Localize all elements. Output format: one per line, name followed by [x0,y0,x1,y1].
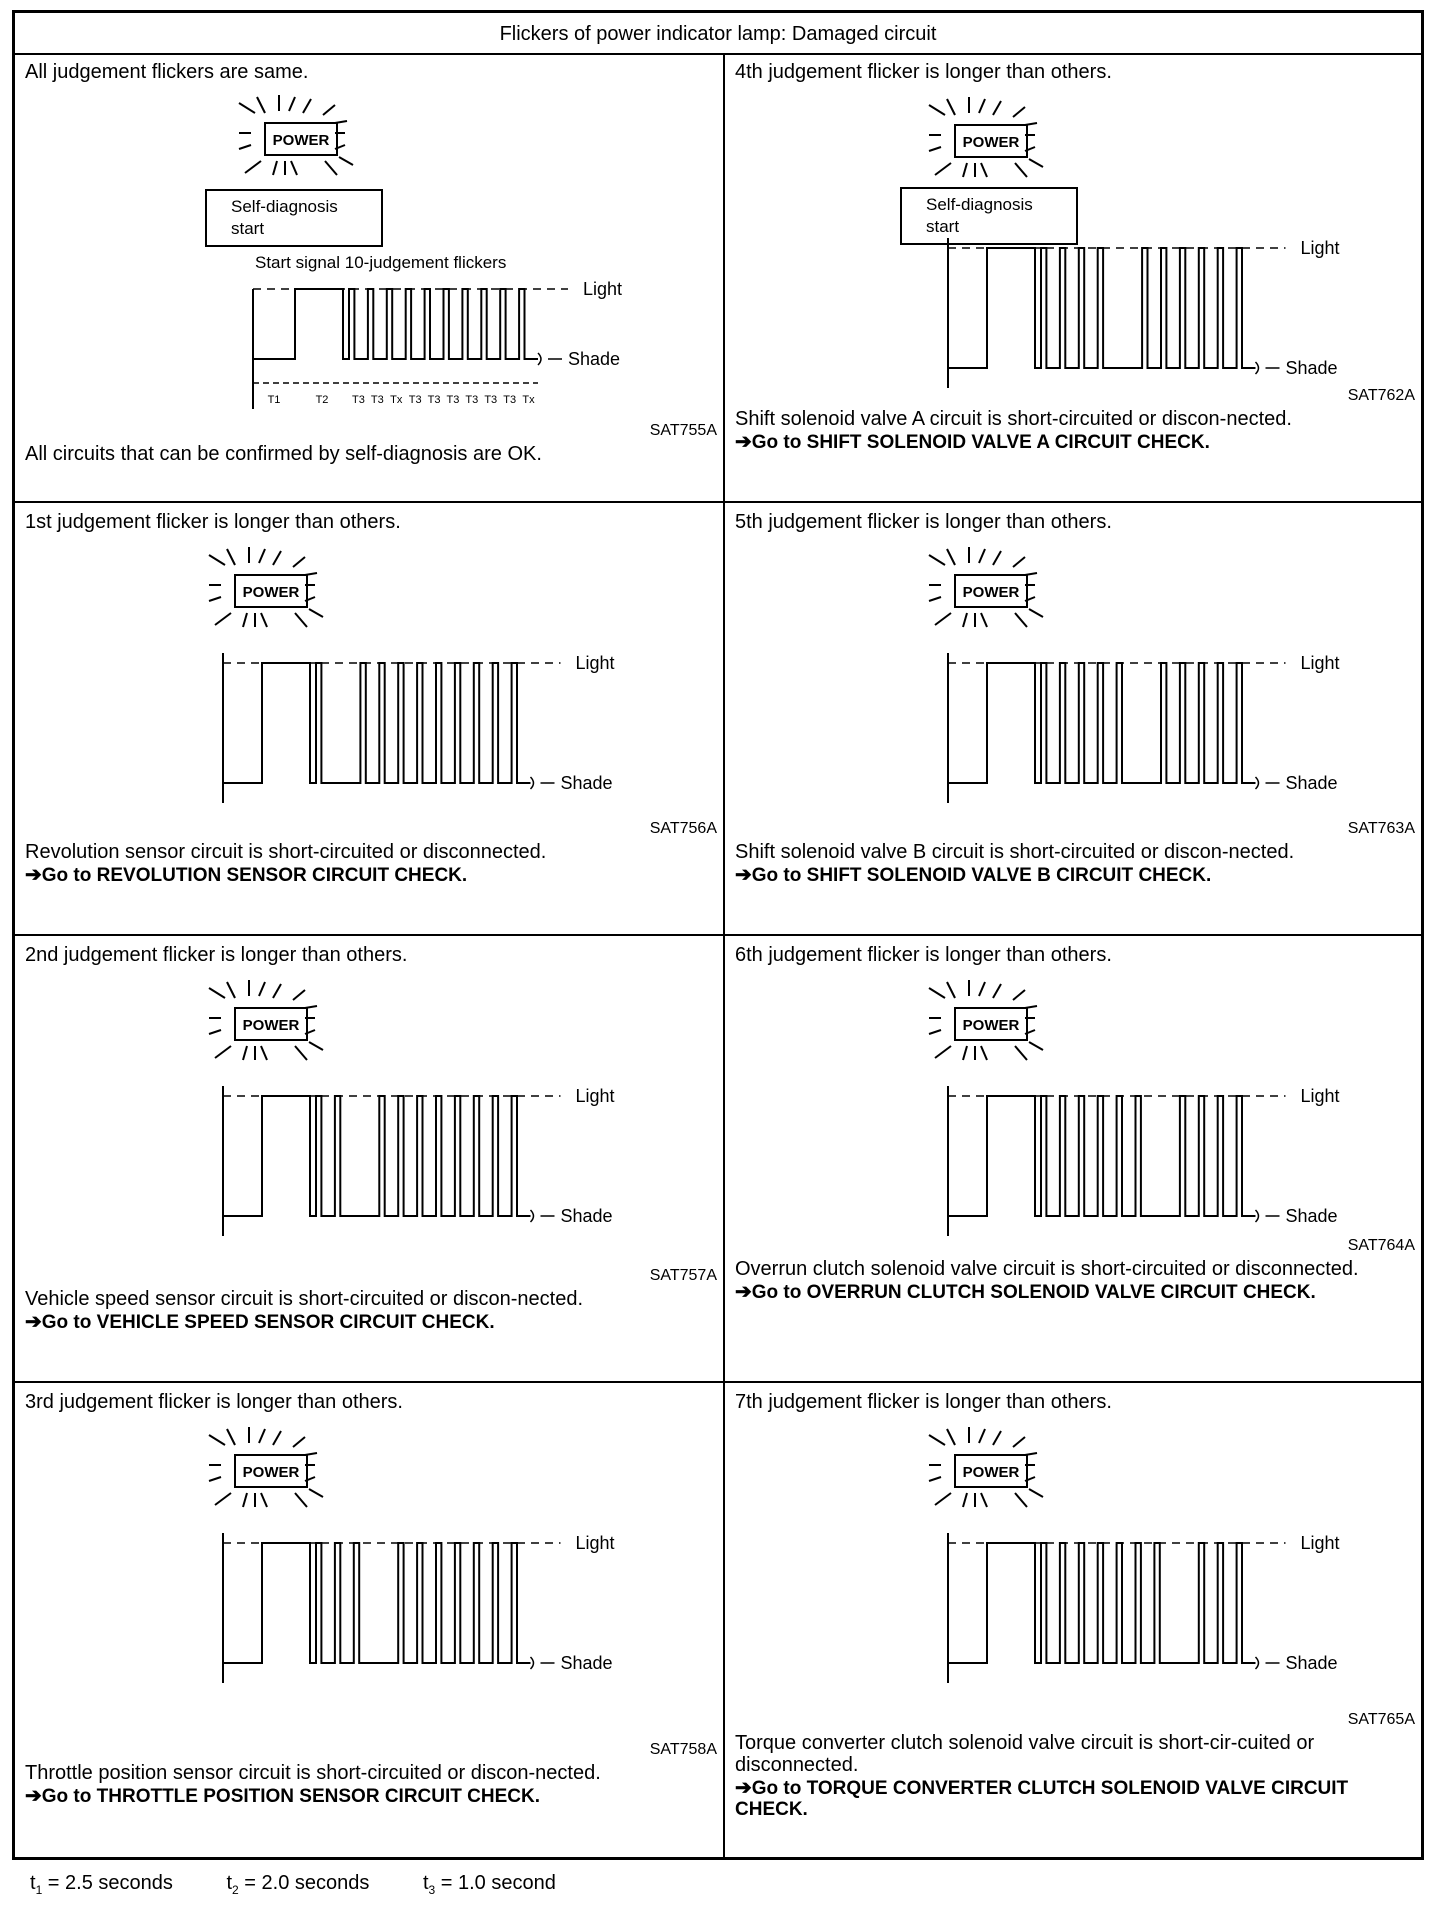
timing-label: T3 [446,394,460,406]
arrow-right-icon: ➔ [735,864,752,886]
light-label: Light [1300,238,1340,258]
lamp-label: POWER [272,132,330,149]
power-lamp-icon [195,1425,345,1515]
lamp-label: POWER [962,584,1020,601]
shade-brace [1256,1657,1280,1669]
case-heading: All judgement flickers are same. [25,61,309,83]
action-link[interactable] [25,865,715,886]
action-text: Go to SHIFT SOLENOID VALVE B CIRCUIT CHECK. [751,865,1212,886]
case-heading: 4th judgement flicker is longer than others. [735,61,1112,83]
power-lamp-icon [915,1425,1065,1515]
flicker-signal [223,1543,531,1663]
arrow-right-icon: ➔ [25,1311,42,1333]
figure-code: SAT755A [649,422,717,439]
case-heading: 3rd judgement flicker is longer than others. [25,1391,403,1413]
timing-label: T1 [267,394,281,406]
action-text: Go to OVERRUN CLUTCH SOLENOID VALVE CIRCUIT CHECK. [751,1282,1316,1303]
shade-label: Shade [1285,1653,1338,1673]
power-lamp-icon [225,93,375,183]
power-lamp-icon [195,978,345,1068]
figure-code: SAT763A [1347,820,1415,837]
flicker-signal [223,663,531,783]
timing-label: T3 [370,394,384,406]
shade-brace [538,353,562,365]
shade-brace [531,1210,555,1222]
action-link[interactable] [25,1312,715,1333]
lamp-label: POWER [962,134,1020,151]
shade-label: Shade [1285,1206,1338,1226]
case-description [25,1288,715,1333]
power-lamp-icon [915,545,1065,635]
shade-brace [1256,777,1280,789]
flicker-waveform [215,1533,655,1683]
timing-label: T3 [408,394,422,406]
light-label: Light [575,1533,615,1553]
figure-code: SAT757A [649,1267,717,1284]
figure-code: SAT762A [1347,387,1415,404]
power-lamp-icon [915,978,1065,1068]
self-diag-line2: start [231,219,265,238]
action-text: Go to VEHICLE SPEED SENSOR CIRCUIT CHECK. [41,1312,495,1333]
self-diag-line1: Self-diagnosis [926,195,1033,214]
timing-label: T3 [352,394,365,406]
legend-t3: $t_3 = 1.0$ second [422,1872,556,1897]
flicker-waveform [940,1533,1380,1683]
lamp-label: POWER [242,584,300,601]
self-diagnosis-start-box [900,187,1078,245]
shade-brace [1256,362,1280,374]
flicker-case-cell [725,936,1421,1383]
shade-brace [531,777,555,789]
lamp-label: POWER [242,1464,300,1481]
timing-label: Tx [522,394,535,406]
light-label: Light [1300,1533,1340,1553]
figure-code: SAT765A [1347,1711,1415,1728]
description-text: Vehicle speed sensor circuit is short-circuited or discon-nected. [25,1288,584,1310]
description-text: Revolution sensor circuit is short-circuited or disconnected. [25,841,547,863]
shade-brace [531,1657,555,1669]
legend-t1: $t_1 = 2.5$ seconds [30,1872,173,1897]
case-description [735,1732,1413,1820]
case-heading: 1st judgement flicker is longer than others. [25,511,401,533]
lamp-label: POWER [962,1017,1020,1034]
figure-code: SAT756A [649,820,717,837]
case-heading: 6th judgement flicker is longer than others. [735,944,1112,966]
lamp-label: POWER [242,1017,300,1034]
flicker-signal [223,1096,531,1216]
description-text: All circuits that can be confirmed by self-diagnosis are OK. [25,443,542,465]
timing-label: T3 [427,394,441,406]
case-description [25,443,715,465]
timing-label: T3 [465,394,479,406]
flicker-waveform [215,1086,655,1236]
flicker-waveform [940,238,1380,388]
timing-label: T2 [315,394,329,406]
flicker-signal [948,663,1256,783]
light-label: Light [583,279,623,299]
lamp-label: POWER [962,1464,1020,1481]
table-title: Flickers of power indicator lamp: Damaged circuit [15,13,1421,55]
case-description [735,841,1413,886]
action-text: Go to REVOLUTION SENSOR CIRCUIT CHECK. [41,865,468,886]
flicker-signal [948,1096,1256,1216]
flicker-case-cell [15,936,725,1383]
description-text: Throttle position sensor circuit is short-circuited or discon-nected. [25,1762,601,1784]
flicker-waveform [940,653,1380,803]
description-text: Overrun clutch solenoid valve circuit is short-circuited or disconnected. [735,1258,1359,1280]
flicker-waveform [215,653,655,803]
case-description [735,1258,1413,1303]
flicker-waveform [245,279,685,411]
action-link[interactable] [735,865,1413,886]
light-label: Light [575,1086,615,1106]
power-lamp-icon [915,95,1065,185]
timing-label: Tx [390,394,403,406]
shade-label: Shade [568,349,621,369]
action-text: Go to TORQUE CONVERTER CLUTCH SOLENOID VALVE CIRCUIT CHECK. [735,1778,1349,1820]
power-lamp-icon [195,545,345,635]
action-text: Go to THROTTLE POSITION SENSOR CIRCUIT CHECK. [41,1786,540,1807]
timing-label: T3 [503,394,517,406]
shade-brace [1256,1210,1280,1222]
shade-label: Shade [560,773,613,793]
light-label: Light [1300,653,1340,673]
flicker-case-cell [15,53,725,503]
action-link[interactable] [735,432,1413,453]
case-heading: 2nd judgement flicker is longer than others. [25,944,408,966]
timing-legend [30,1872,604,1897]
flicker-signal [948,1543,1256,1663]
shade-label: Shade [560,1206,613,1226]
signal-caption: Start signal 10-judgement flickers [255,253,507,272]
flicker-case-cell [15,503,725,936]
flicker-case-cell [725,1383,1421,1857]
action-link[interactable] [735,1282,1413,1303]
shade-label: Shade [1285,773,1338,793]
action-text: Go to SHIFT SOLENOID VALVE A CIRCUIT CHECK. [751,432,1210,453]
arrow-right-icon: ➔ [735,1777,752,1799]
action-link[interactable] [25,1786,715,1807]
description-text: Shift solenoid valve B circuit is short-circuited or discon-nected. [735,841,1295,863]
description-text: Shift solenoid valve A circuit is short-circuited or discon-nected. [735,408,1292,430]
light-label: Light [1300,1086,1340,1106]
self-diag-line2: start [926,217,960,236]
case-heading: 7th judgement flicker is longer than others. [735,1391,1112,1413]
figure-code: SAT764A [1347,1237,1415,1254]
figure-code: SAT758A [649,1741,717,1758]
case-description [25,1762,715,1807]
shade-label: Shade [1285,358,1338,378]
action-link[interactable] [735,1778,1413,1820]
flicker-waveform [940,1086,1380,1236]
flicker-case-cell [15,1383,725,1857]
case-heading: 5th judgement flicker is longer than others. [735,511,1112,533]
flicker-table [12,10,1424,1860]
case-description [735,408,1413,453]
arrow-right-icon: ➔ [25,1785,42,1807]
flicker-signal [948,248,1256,368]
arrow-right-icon: ➔ [735,431,752,453]
shade-label: Shade [560,1653,613,1673]
arrow-right-icon: ➔ [25,864,42,886]
description-text: Torque converter clutch solenoid valve circuit is short-cir-cuited or disconnected. [735,1732,1315,1776]
case-description [25,841,715,886]
light-label: Light [575,653,615,673]
flicker-case-cell [725,53,1421,503]
arrow-right-icon: ➔ [735,1281,752,1303]
self-diagnosis-start-box [205,189,383,247]
flicker-case-cell [725,503,1421,936]
self-diag-line1: Self-diagnosis [231,197,338,216]
flicker-signal [253,289,538,359]
timing-label: T3 [484,394,498,406]
legend-t2: $t_2 = 2.0$ seconds [226,1872,370,1897]
